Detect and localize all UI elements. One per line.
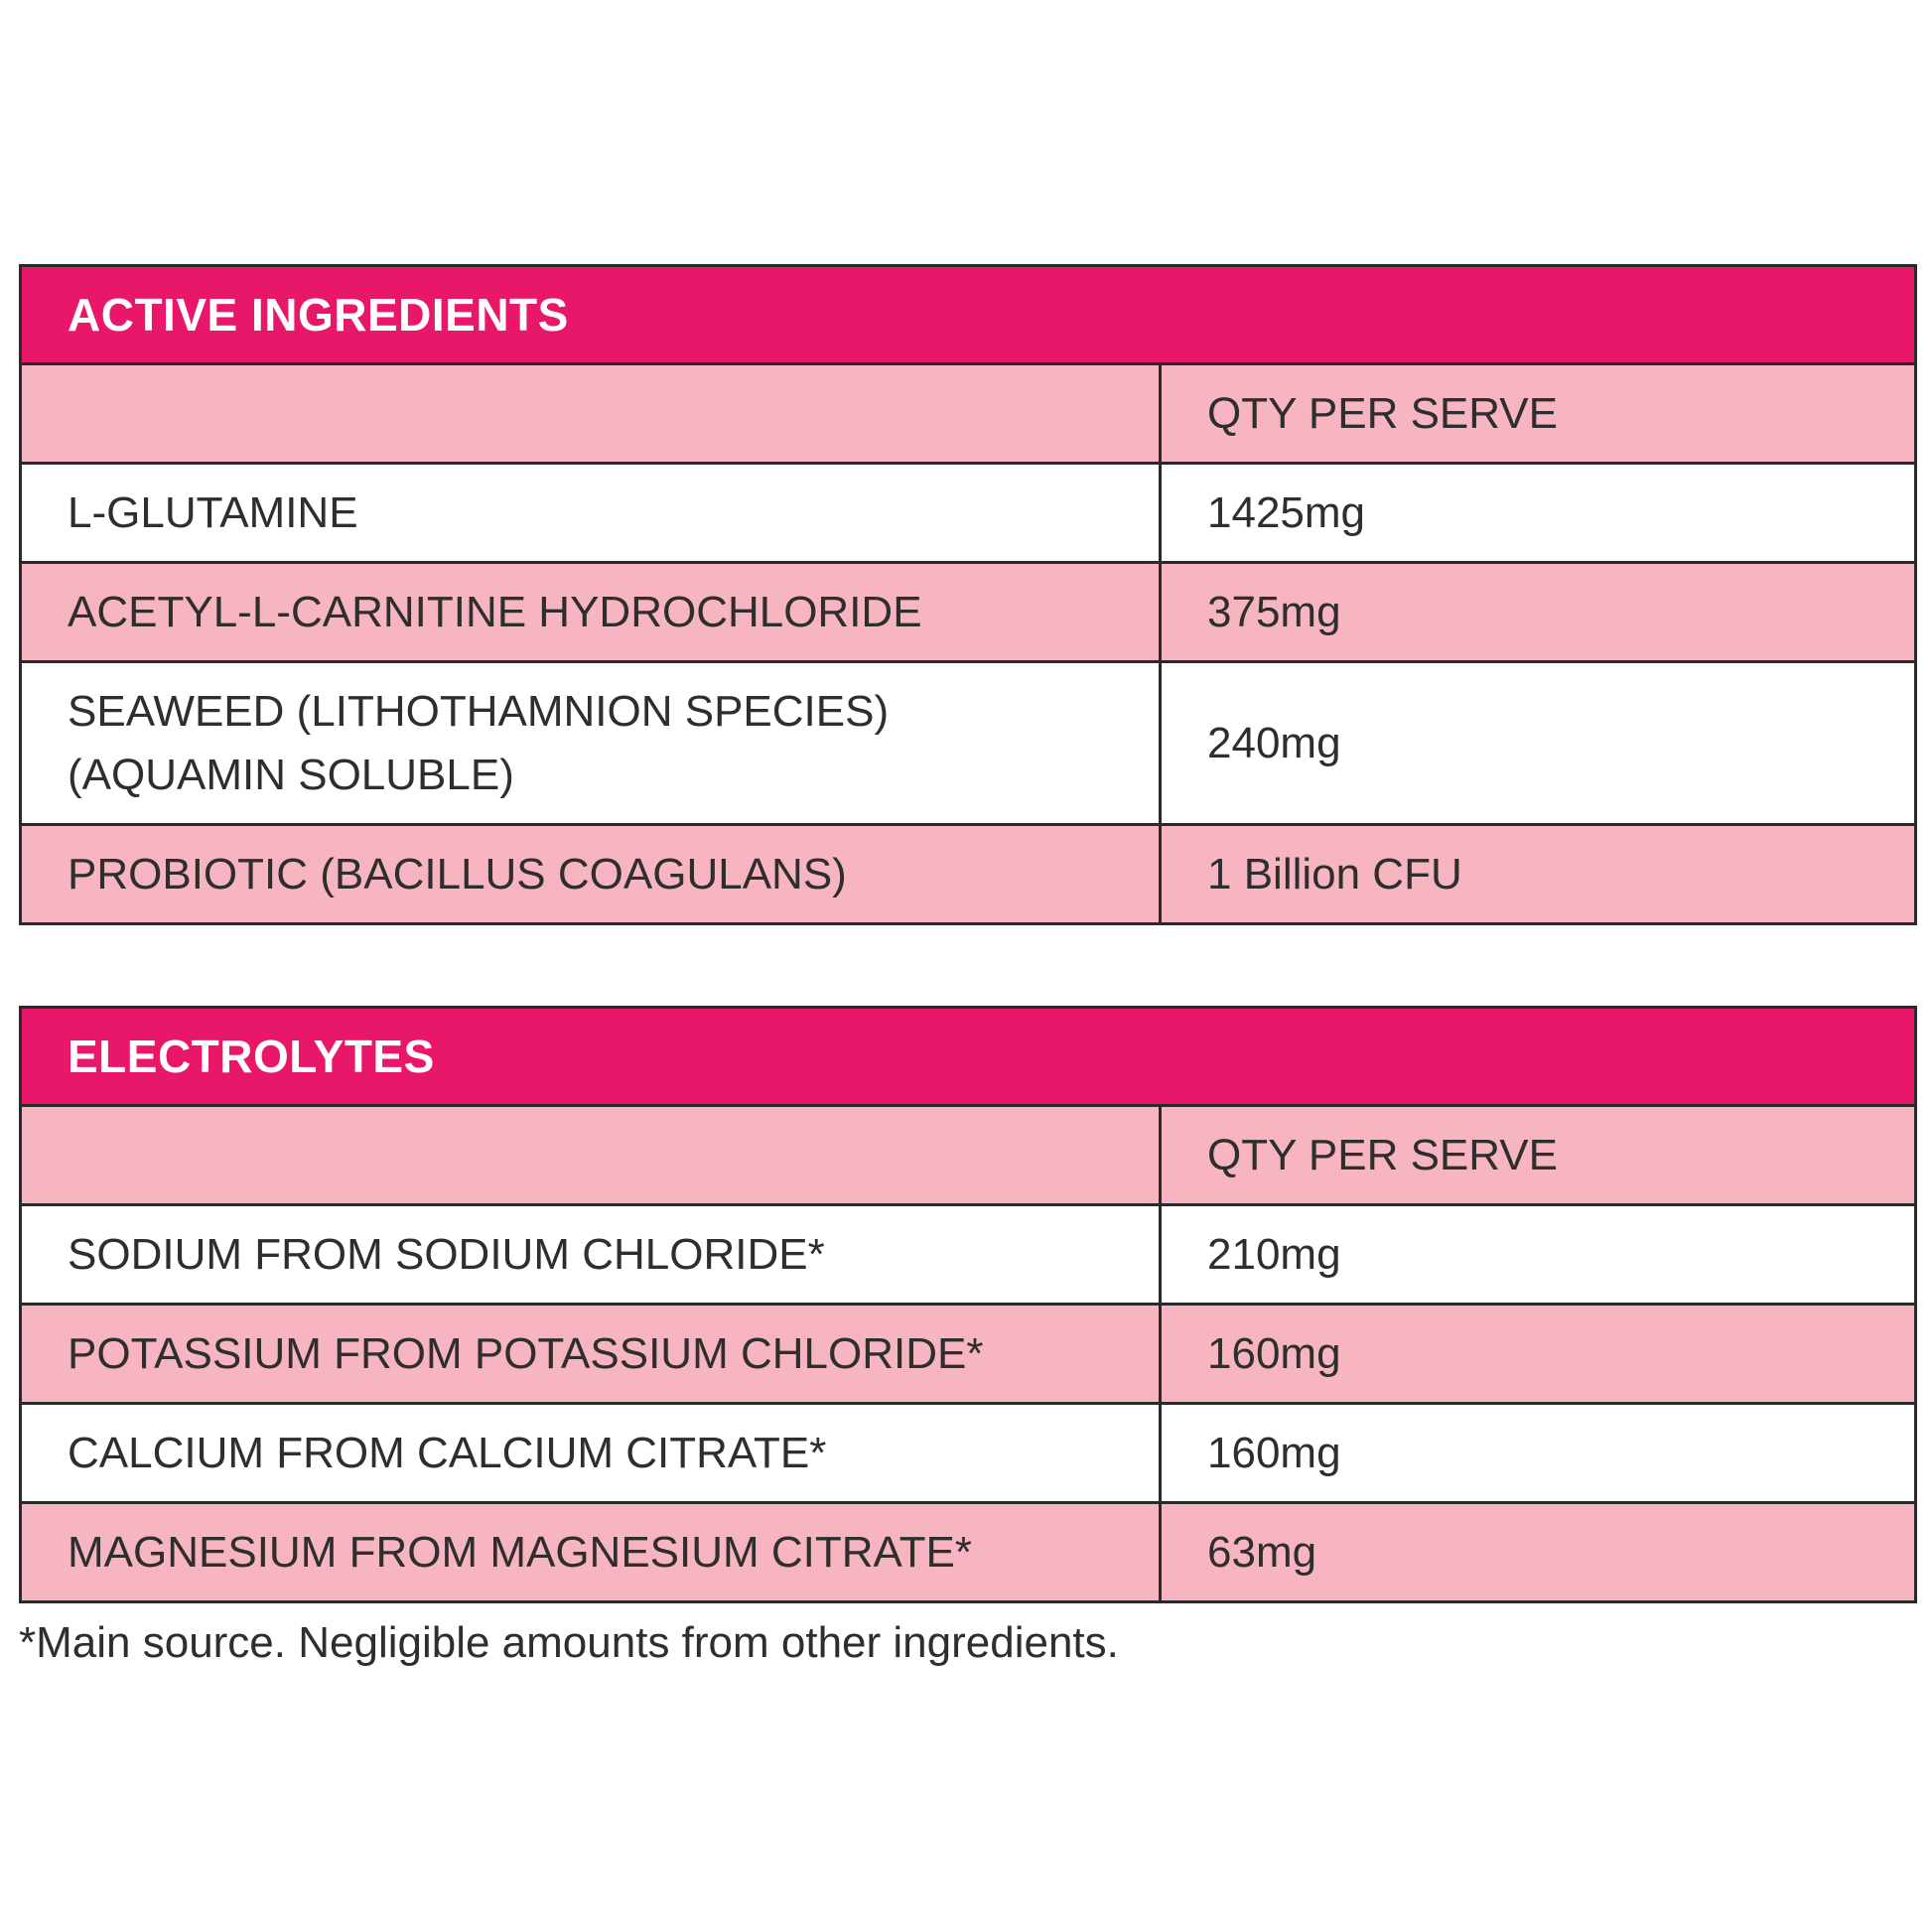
table-row [22,1404,1914,1503]
ingredient-qty: 63mg [1161,1503,1915,1601]
qty-column-header: QTY PER SERVE [1161,1107,1915,1205]
ingredient-name: SODIUM FROM SODIUM CHLORIDE* [22,1205,1161,1305]
table-row [22,825,1914,923]
ingredient-qty: 1425mg [1161,464,1915,563]
ingredient-name: POTASSIUM FROM POTASSIUM CHLORIDE* [22,1305,1161,1404]
ingredient-name: PROBIOTIC (BACILLUS COAGULANS) [22,825,1161,923]
footnote: *Main source. Negligible amounts from other ingredients. [19,1618,1119,1667]
electrolytes-table [19,1006,1917,1603]
ingredient-name-line: (AQUAMIN SOLUBLE) [68,750,514,799]
table-row [22,1503,1914,1601]
table-title: ELECTROLYTES [68,1031,435,1082]
table-row [22,464,1914,563]
ingredient-qty: 210mg [1161,1205,1915,1305]
ingredient-name: ACETYL-L-CARNITINE HYDROCHLORIDE [22,563,1161,662]
table-row [22,1305,1914,1404]
qty-column-header: QTY PER SERVE [1161,365,1915,464]
ingredient-column-header [22,1107,1161,1205]
ingredient-qty: 240mg [1161,662,1915,825]
table-header [22,267,1914,365]
ingredient-name-line: SEAWEED (LITHOTHAMNION SPECIES) [68,686,890,736]
table-header [22,1009,1914,1107]
ingredient-qty: 375mg [1161,563,1915,662]
ingredient-qty: 160mg [1161,1305,1915,1404]
ingredient-name [22,662,1161,825]
active-ingredients-table [19,264,1917,925]
electrolytes-grid [22,1107,1914,1600]
table-title: ACTIVE INGREDIENTS [68,289,569,341]
ingredient-name: MAGNESIUM FROM MAGNESIUM CITRATE* [22,1503,1161,1601]
ingredient-name: L-GLUTAMINE [22,464,1161,563]
table-row [22,563,1914,662]
ingredient-column-header [22,365,1161,464]
table-row [22,1205,1914,1305]
column-header-row [22,365,1914,464]
ingredient-qty: 1 Billion CFU [1161,825,1915,923]
ingredient-qty: 160mg [1161,1404,1915,1503]
table-row [22,662,1914,825]
ingredient-name: CALCIUM FROM CALCIUM CITRATE* [22,1404,1161,1503]
column-header-row [22,1107,1914,1205]
ingredients-grid [22,365,1914,922]
